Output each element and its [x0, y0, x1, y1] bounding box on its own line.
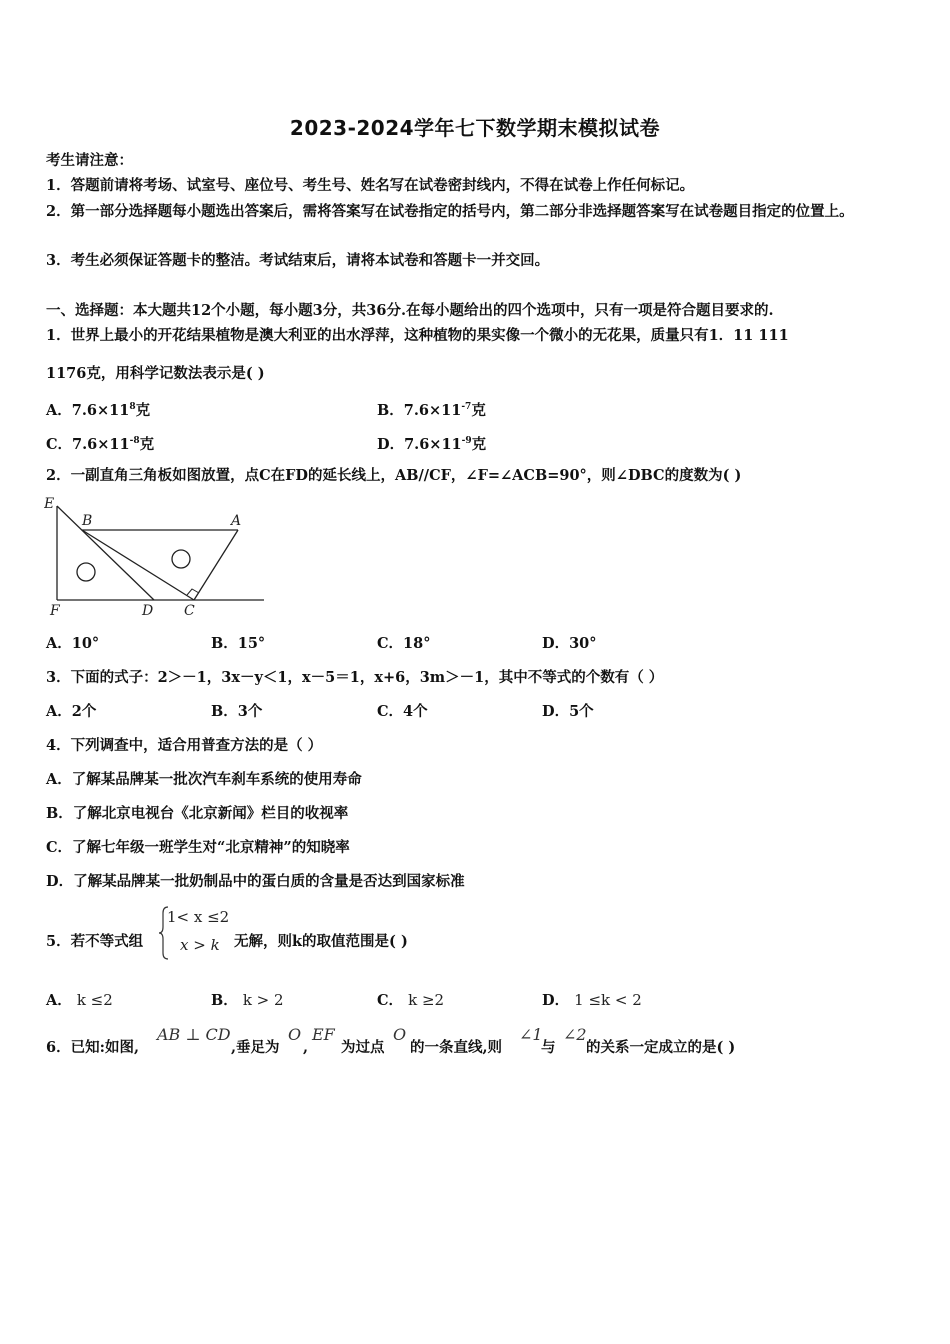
q5-option-b — [211, 990, 284, 1011]
q6-math-ef: EF — [312, 1025, 335, 1044]
q3-option-a: A．2个 — [46, 703, 97, 720]
q5-option-b-math: k > 2 — [242, 991, 284, 1009]
q1-option-c-label: C．7.6×11 — [46, 436, 130, 453]
q5-system-line2: x > k — [180, 936, 220, 954]
q3-text: 3．下面的式子：2＞－1，3x－y＜1，x－5＝1，x+6，3m＞－1，其中不等式的个数有（ ） — [46, 669, 664, 686]
triangle-diagram — [44, 494, 269, 619]
notice-heading: 考生请注意： — [46, 152, 133, 169]
q3-option-b: B．3个 — [211, 703, 263, 720]
q4-text: 4．下列调查中，适合用普查方法的是（ ） — [46, 737, 323, 754]
q3-option-c: C．4个 — [377, 703, 428, 720]
q5-system-line1: 1< x ≤2 — [167, 908, 230, 926]
q5-option-d-math: 1 ≤k < 2 — [574, 991, 642, 1009]
notice-item-2: 2．第一部分选择题每小题选出答案后，需将答案写在试卷指定的括号内，第二部分非选择题答案写在试卷题目指定的位置上。 — [46, 203, 854, 220]
q5-option-a-math: k ≤2 — [76, 991, 113, 1009]
q2-option-a: A．10° — [46, 635, 100, 652]
circle-right — [172, 550, 190, 568]
q5-suffix: 无解，则k的取值范围是( ) — [234, 933, 408, 950]
q6-part1: 6．已知:如图, — [46, 1039, 139, 1056]
q6-part3: , — [303, 1039, 309, 1056]
q2-option-b: B．15° — [211, 635, 266, 652]
label-d: D — [142, 603, 154, 619]
q1-option-c — [46, 431, 154, 455]
q5-prefix: 5．若不等式组 — [46, 933, 144, 950]
q6-math-o: O — [288, 1025, 302, 1044]
q6-part7: 的关系一定成立的是( ) — [586, 1039, 736, 1056]
section-heading: 一、选择题：本大题共12个小题，每小题3分，共36分.在每小题给出的四个选项中，只有一项是符合题目要求的. — [46, 302, 774, 319]
q2-option-d: D．30° — [542, 635, 597, 652]
q5-option-b-label: B． — [211, 992, 238, 1009]
q5-option-c — [377, 990, 444, 1011]
q4-option-d: D．了解某品牌某一批奶制品中的蛋白质的含量是否达到国家标准 — [46, 873, 465, 890]
q4-option-c: C．了解七年级一班学生对“北京精神”的知晓率 — [46, 839, 350, 856]
q1-option-b-label: B．7.6×11 — [377, 402, 462, 419]
q1-option-a-unit: 克 — [135, 402, 151, 419]
q4-option-b: B．了解北京电视台《北京新闻》栏目的收视率 — [46, 805, 349, 822]
label-c: C — [184, 603, 195, 619]
q6-math-o2: O — [393, 1025, 407, 1044]
q6-part5: 的一条直线,则 — [410, 1039, 503, 1056]
q2-text: 2．一副直角三角板如图放置，点C在FD的延长线上，AB//CF，∠F=∠ACB=90°，则∠DBC的度数为( ) — [46, 467, 742, 484]
q5-option-a-label: A． — [46, 992, 72, 1009]
notice-item-1: 1．答题前请将考场、试室号、座位号、考生号、姓名写在试卷密封线内，不得在试卷上作任何标记。 — [46, 177, 695, 194]
page-title: 2023-2024学年七下数学期末模拟试卷 — [289, 116, 661, 140]
q5-option-a — [46, 990, 113, 1011]
q1-text-line1: 1．世界上最小的开花结果植物是澳大利亚的出水浮萍，这种植物的果实像一个微小的无花果，质量只有1．11 111 — [46, 327, 789, 344]
q1-option-c-exp: -8 — [129, 436, 140, 446]
q4-option-a: A．了解某品牌某一批次汽车刹车系统的使用寿命 — [46, 771, 362, 788]
q6-part6: 与 — [541, 1039, 556, 1056]
q1-option-d — [377, 431, 486, 455]
q6-math-ab-perp-cd: AB ⊥ CD — [157, 1025, 231, 1044]
q6-math-angle1: ∠1 — [519, 1025, 543, 1044]
notice-item-3: 3．考生必须保证答题卡的整洁。考试结束后，请将本试卷和答题卡一并交回。 — [46, 252, 550, 269]
q6-part4: 为过点 — [341, 1039, 385, 1056]
circle-left — [77, 563, 95, 581]
q6-part2: ,垂足为 — [231, 1039, 280, 1056]
q1-text-line2: 1176克，用科学记数法表示是( ) — [46, 365, 265, 382]
q2-option-c: C．18° — [377, 635, 431, 652]
q1-option-d-exp: -9 — [461, 436, 472, 446]
q1-option-b — [377, 397, 486, 421]
label-a: A — [231, 513, 242, 529]
segment-ed — [57, 506, 154, 600]
q1-option-a — [46, 397, 150, 421]
q1-option-c-unit: 克 — [139, 436, 155, 453]
q5-option-d — [542, 990, 642, 1011]
q2-triangle-figure — [44, 494, 269, 619]
q1-option-a-label: A．7.6×11 — [46, 402, 130, 419]
q1-option-d-label: D．7.6×11 — [377, 436, 462, 453]
q1-option-d-unit: 克 — [471, 436, 487, 453]
q1-option-b-exp: -7 — [461, 402, 472, 412]
label-f: F — [50, 603, 60, 619]
q6-math-angle2: ∠2 — [563, 1025, 587, 1044]
q1-option-b-unit: 克 — [471, 402, 486, 419]
q1-option-a-exp: 8 — [129, 402, 136, 412]
q3-option-d: D．5个 — [542, 703, 594, 720]
segment-bc — [82, 530, 194, 600]
label-b: B — [82, 513, 93, 529]
q5-option-c-math: k ≥2 — [408, 991, 445, 1009]
segment-ac — [194, 530, 238, 600]
q5-option-d-label: D． — [542, 992, 570, 1009]
q5-option-c-label: C． — [377, 992, 404, 1009]
label-e: E — [44, 496, 55, 512]
